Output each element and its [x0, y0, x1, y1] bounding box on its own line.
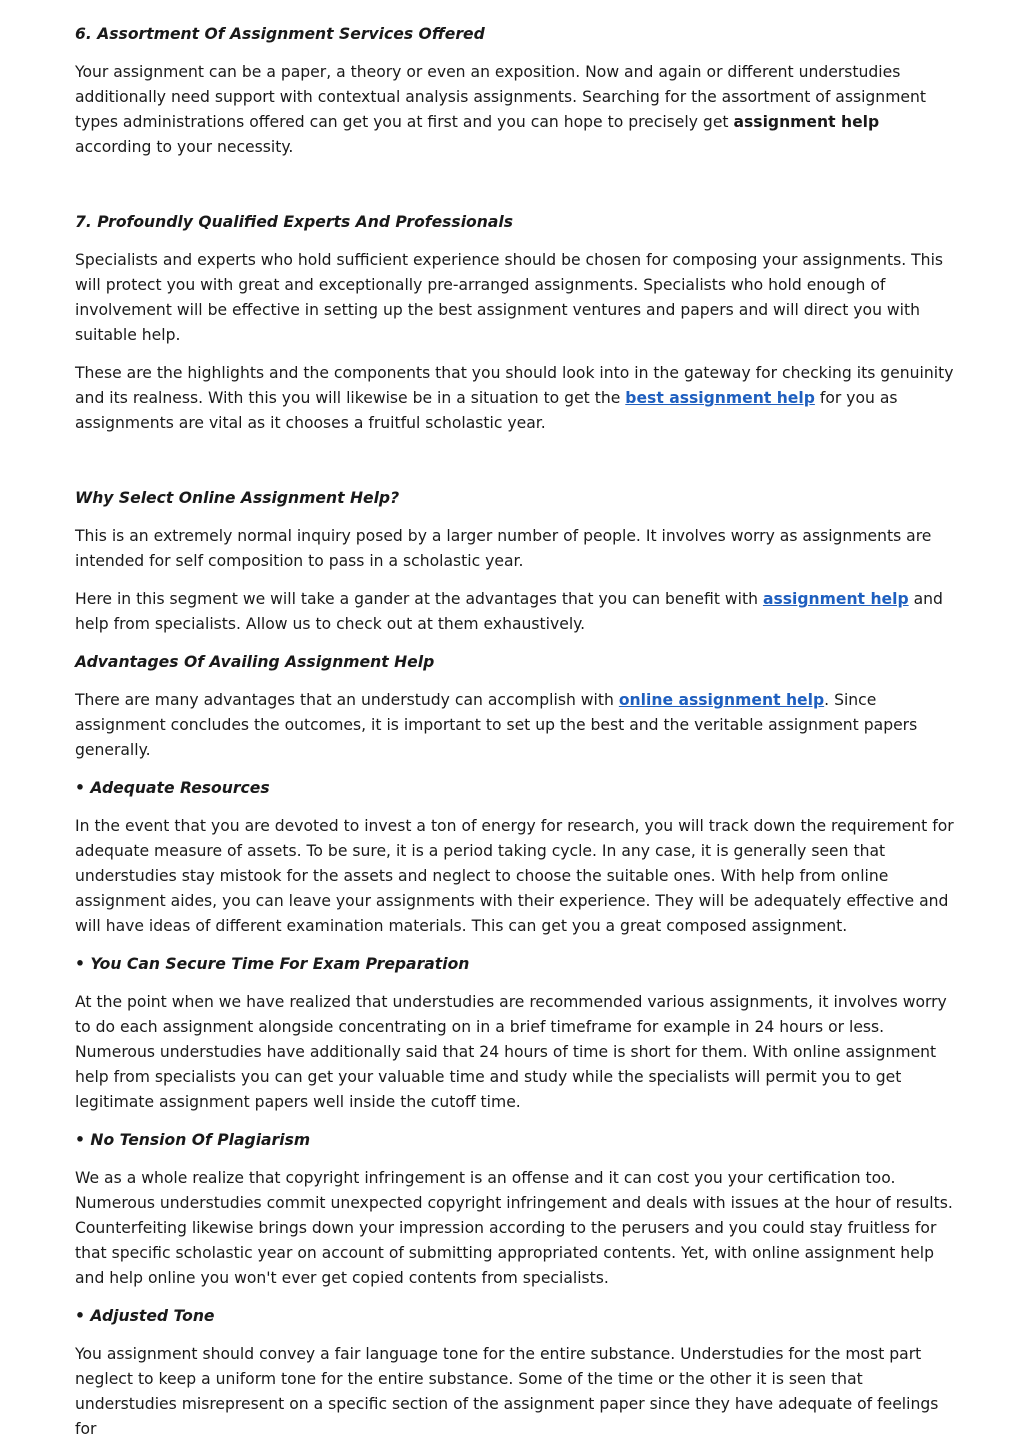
document-page: [75, 22, 955, 1455]
adjusted-tone-paragraph: You assignment should convey a fair language tone for the entire substance. Understudies for the most part neglect to keep a uniform tone for the entire substance. Some of the time or the other it is seen that understudies misrepresent on a specific section of the assignment paper since they have adequate of feelings for: [75, 1345, 939, 1438]
section-7-paragraph-2: [75, 361, 955, 436]
section-6-paragraph: [75, 60, 955, 160]
plagiarism-heading: • No Tension Of Plagiarism: [75, 1131, 311, 1149]
exam-preparation-heading: • You Can Secure Time For Exam Preparation: [75, 955, 470, 973]
section-7-paragraph-1: Specialists and experts who hold sufficient experience should be chosen for composing your assignments. This will protect you with great and exceptionally pre-arranged assignments. Specialists who hold enough of involvement will be effective in setting up the best assignment ventures and papers and will direct you with suitable help.: [75, 251, 944, 344]
adjusted-tone-heading: • Adjusted Tone: [75, 1307, 215, 1325]
advantages-text-end: . Since assignment concludes the outcomes, it is important to set up the best and the veritable assignment papers generally.: [75, 691, 918, 759]
section-7-text: These are the highlights and the components that you should look into in the gateway for checking its genuinity and its realness. With this you will likewise be in a situation to get the: [75, 364, 954, 407]
plagiarism-paragraph: We as a whole realize that copyright infringement is an offense and it can cost you your certification too. Numerous understudies commit unexpected copyright infringement and deals with issues at the hour of results. Counterfeiting likewise brings down your impression according to the perusers and you could stay fruitless for that specific scholastic year on account of submitting appropriated contents. Yet, with online assignment help and help online you won't ever get copied contents from specialists.: [75, 1169, 953, 1287]
section-6-text-end: according to your necessity.: [75, 138, 294, 156]
best-assignment-help-link[interactable]: best assignment help: [625, 389, 815, 407]
assignment-help-link[interactable]: assignment help: [762, 590, 909, 608]
adequate-resources-heading: • Adequate Resources: [75, 779, 270, 797]
advantages-paragraph: [75, 688, 955, 763]
advantages-text: There are many advantages that an understudy can accomplish with: [75, 691, 619, 709]
online-assignment-help-link[interactable]: online assignment help: [618, 691, 825, 709]
why-select-paragraph-1: This is an extremely normal inquiry posed by a larger number of people. It involves worry as assignments are intended for self composition to pass in a scholastic year.: [75, 527, 932, 570]
section-6-heading: 6. Assortment Of Assignment Services Offered: [75, 25, 485, 43]
advantages-heading: Advantages Of Availing Assignment Help: [75, 653, 435, 671]
spacer: [75, 173, 955, 210]
why-select-heading: Why Select Online Assignment Help?: [75, 489, 400, 507]
section-7-text-end: for you as assignments are vital as it chooses a fruitful scholastic year.: [75, 389, 898, 432]
spacer: [75, 449, 955, 486]
exam-preparation-paragraph: At the point when we have realized that understudies are recommended various assignments, it involves worry to do each assignment alongside concentrating on in a brief timeframe for example in 24 hours or less. Numerous understudies have additionally said that 24 hours of time is short for them. With online assignment help from specialists you can get your valuable time and study while the specialists will permit you to get legitimate assignment papers well inside the cutoff time.: [75, 993, 947, 1111]
bold-keyword-assignment-help: assignment help: [733, 113, 880, 131]
why-select-paragraph-2: [75, 587, 955, 637]
why-text: Here in this segment we will take a gander at the advantages that you can benefit with: [75, 590, 763, 608]
section-6-text: Your assignment can be a paper, a theory or even an exposition. Now and again or different understudies additionally need support with contextual analysis assignments. Searching for the assortment of assignment types administrations offered can get you at first and you can hope to precisely get: [75, 63, 926, 131]
adequate-resources-paragraph: In the event that you are devoted to invest a ton of energy for research, you will track down the requirement for adequate measure of assets. To be sure, it is a period taking cycle. In any case, it is generally seen that understudies stay mistook for the assets and neglect to choose the suitable ones. With help from online assignment aides, you can leave your assignments with their experience. They will be adequately effective and will have ideas of different examination materials. This can get you a great composed assignment.: [75, 817, 954, 935]
section-7-heading: 7. Profoundly Qualified Experts And Professionals: [75, 213, 514, 231]
why-text-end: and help from specialists. Allow us to check out at them exhaustively.: [75, 590, 943, 633]
